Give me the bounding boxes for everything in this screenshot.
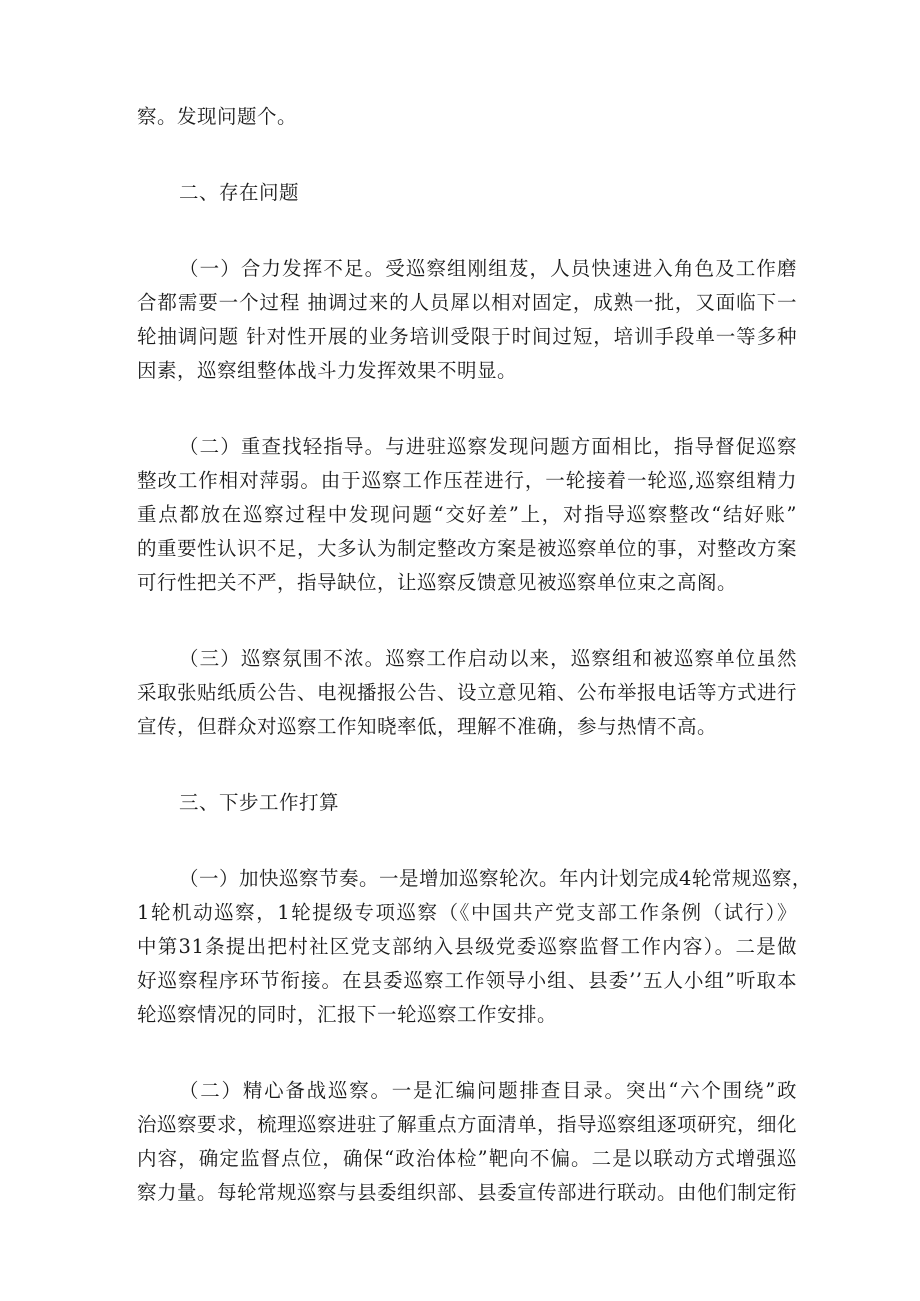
text-line: （二）重查找轻指导。与进驻巡察发现问题方面相比，指导督促巡察	[179, 435, 797, 458]
paragraph-careful-preparation	[137, 1074, 797, 1210]
text-line: 可行性把关不严，指导缺位，让巡察反馈意见被巡察单位束之高阁。	[137, 571, 738, 594]
text-line: 合都需要一个过程 抽调过来的人员犀以相对固定，成熟一批，又面临下一	[137, 291, 797, 314]
section-heading-problems: 二、存在问题	[179, 181, 300, 204]
document-page	[137, 100, 812, 1252]
text-line: 轮抽调问题 针对性开展的业务培训受限于时间过短，培训手段单一等多种	[137, 325, 797, 348]
text-line: 宣传，但群众对巡察工作知晓率低，理解不准确，参与热情不高。	[137, 715, 718, 738]
text-line: 察。发现问题个。	[137, 105, 298, 128]
text-line: 因素，巡察组整体战斗力发挥效果不明显。	[137, 359, 518, 382]
text-line: 整改工作相对萍弱。由于巡察工作压茬进行，一轮接着一轮巡,巡察组精力	[137, 469, 797, 492]
text-line: 采取张贴纸质公告、电视播报公告、设立意见箱、公布举报电话等方式进行	[137, 681, 798, 704]
text-line: （一）合力发挥不足。受巡察组刚组芨，人员快速进入角色及工作磨	[179, 257, 797, 280]
text-line: 好巡察程序环节衔接。在县委巡察工作领导小组、县委’’五人小组”听取本	[137, 969, 797, 992]
text-line: （一）加快巡察节奏。一是增加巡察轮次。年内计划完成4轮常规巡察，	[179, 867, 812, 890]
paragraph-accelerate-pace	[137, 862, 812, 1032]
paragraph-weak-guidance	[137, 430, 797, 600]
text-line: 察力量。每轮常规巡察与县委组织部、县委宣传部进行联动。由他们制定衔	[137, 1181, 798, 1204]
text-line: （三）巡察氛围不浓。巡察工作启动以来，巡察组和被巡察单位虽然	[179, 647, 797, 670]
paragraph-insufficient-synergy	[137, 252, 797, 388]
paragraph-continuation	[137, 100, 797, 134]
text-line: （二）精心备战巡察。一是汇编问题排查目录。突出“六个围绕”政	[179, 1079, 797, 1102]
paragraph-weak-atmosphere	[137, 642, 797, 744]
text-line: 治巡察要求，梳理巡察进驻了解重点方面清单，指导巡察组逐项研究，细化	[137, 1113, 798, 1136]
section-heading-next-steps: 三、下步工作打算	[179, 791, 340, 814]
text-line: 1轮机动巡察，1轮提级专项巡察（《中国共产党支部工作条例（试行）》	[137, 901, 797, 924]
text-line: 内容，确定监督点位，确保“政治体检”靶向不偏。二是以联动方式增强巡	[137, 1147, 797, 1170]
text-line: 轮巡察情况的同时，汇报下一轮巡察工作安排。	[137, 1003, 558, 1026]
text-line: 的重要性认识不足，大多认为制定整改方案是被巡察单位的事，对整改方案	[137, 537, 798, 560]
text-line: 中第31条提出把村社区党支部纳入县级党委巡察监督工作内容）。二是做	[137, 935, 797, 958]
text-line: 重点都放在巡察过程中发现问题“交好差”上，对指导巡察整改“结好账”	[137, 503, 797, 526]
